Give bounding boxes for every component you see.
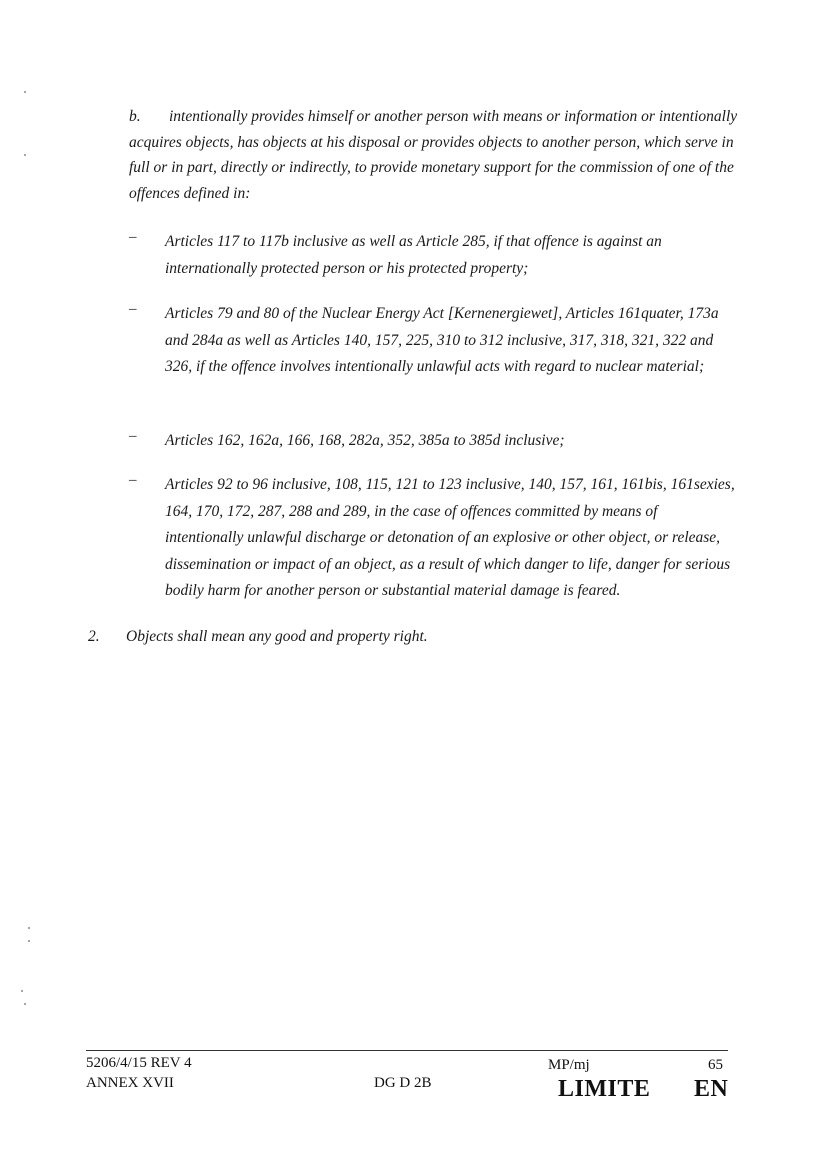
list-item-text: Articles 117 to 117b inclusive as well as Article 285, if that offence is against an internationally protected person or his protected property; — [165, 233, 662, 277]
footer-dg: DG D 2B — [374, 1075, 432, 1091]
paragraph-b-text: intentionally provides himself or another person with means or information or intentionally acquires objects, has objects at his disposal or provides objects to another person, which serve in full or in part, directly or indirectly, to provide monetary support for the commission of one of the offences defined in: — [129, 108, 738, 202]
bullet-dash: – — [129, 428, 137, 444]
footer-divider — [86, 1050, 728, 1051]
scan-mark — [28, 940, 30, 942]
bullet-dash: – — [129, 301, 137, 317]
scan-mark — [21, 990, 23, 992]
paragraph-2-text: Objects shall mean any good and property right. — [126, 628, 428, 645]
scan-mark — [28, 927, 30, 929]
footer-limite: LIMITE — [558, 1076, 651, 1102]
paragraph-b-label: b. — [129, 108, 141, 125]
footer-annex: ANNEX XVII — [86, 1075, 174, 1091]
scan-mark — [24, 91, 26, 93]
list-item-text: Articles 162, 162a, 166, 168, 282a, 352, 385a to 385d inclusive; — [165, 432, 565, 449]
footer-doc-ref: 5206/4/15 REV 4 — [86, 1055, 192, 1071]
scan-mark — [24, 1003, 26, 1005]
paragraph-2-number: 2. — [88, 628, 100, 645]
scan-mark — [24, 154, 26, 156]
footer-page-number: 65 — [708, 1057, 723, 1073]
bullet-dash: – — [129, 472, 137, 488]
bullet-dash: – — [129, 229, 137, 245]
list-item-text: Articles 79 and 80 of the Nuclear Energy Act [Kernenergiewet], Articles 161quater, 173a and 284a as well as Articles 140, 157, 225, 310 to 312 inclusive, 317, 318, 321, 322 and 326, if the offence involves intentionally unlawful acts with regard to nuclear material; — [165, 305, 719, 375]
paragraph-b — [129, 104, 739, 206]
footer-initials: MP/mj — [548, 1057, 590, 1073]
footer-lang: EN — [694, 1076, 729, 1102]
list-item-text: Articles 92 to 96 inclusive, 108, 115, 121 to 123 inclusive, 140, 157, 161, 161bis, 161sexies, 164, 170, 172, 287, 288 and 289, in the case of offences committed by means of intentionally unlawful discharge or detonation of an explosive or other object, or release, dissemination or impact of an object, as a result of which danger to life, danger for serious bodily harm for another person or substantial material damage is feared. — [165, 476, 735, 599]
